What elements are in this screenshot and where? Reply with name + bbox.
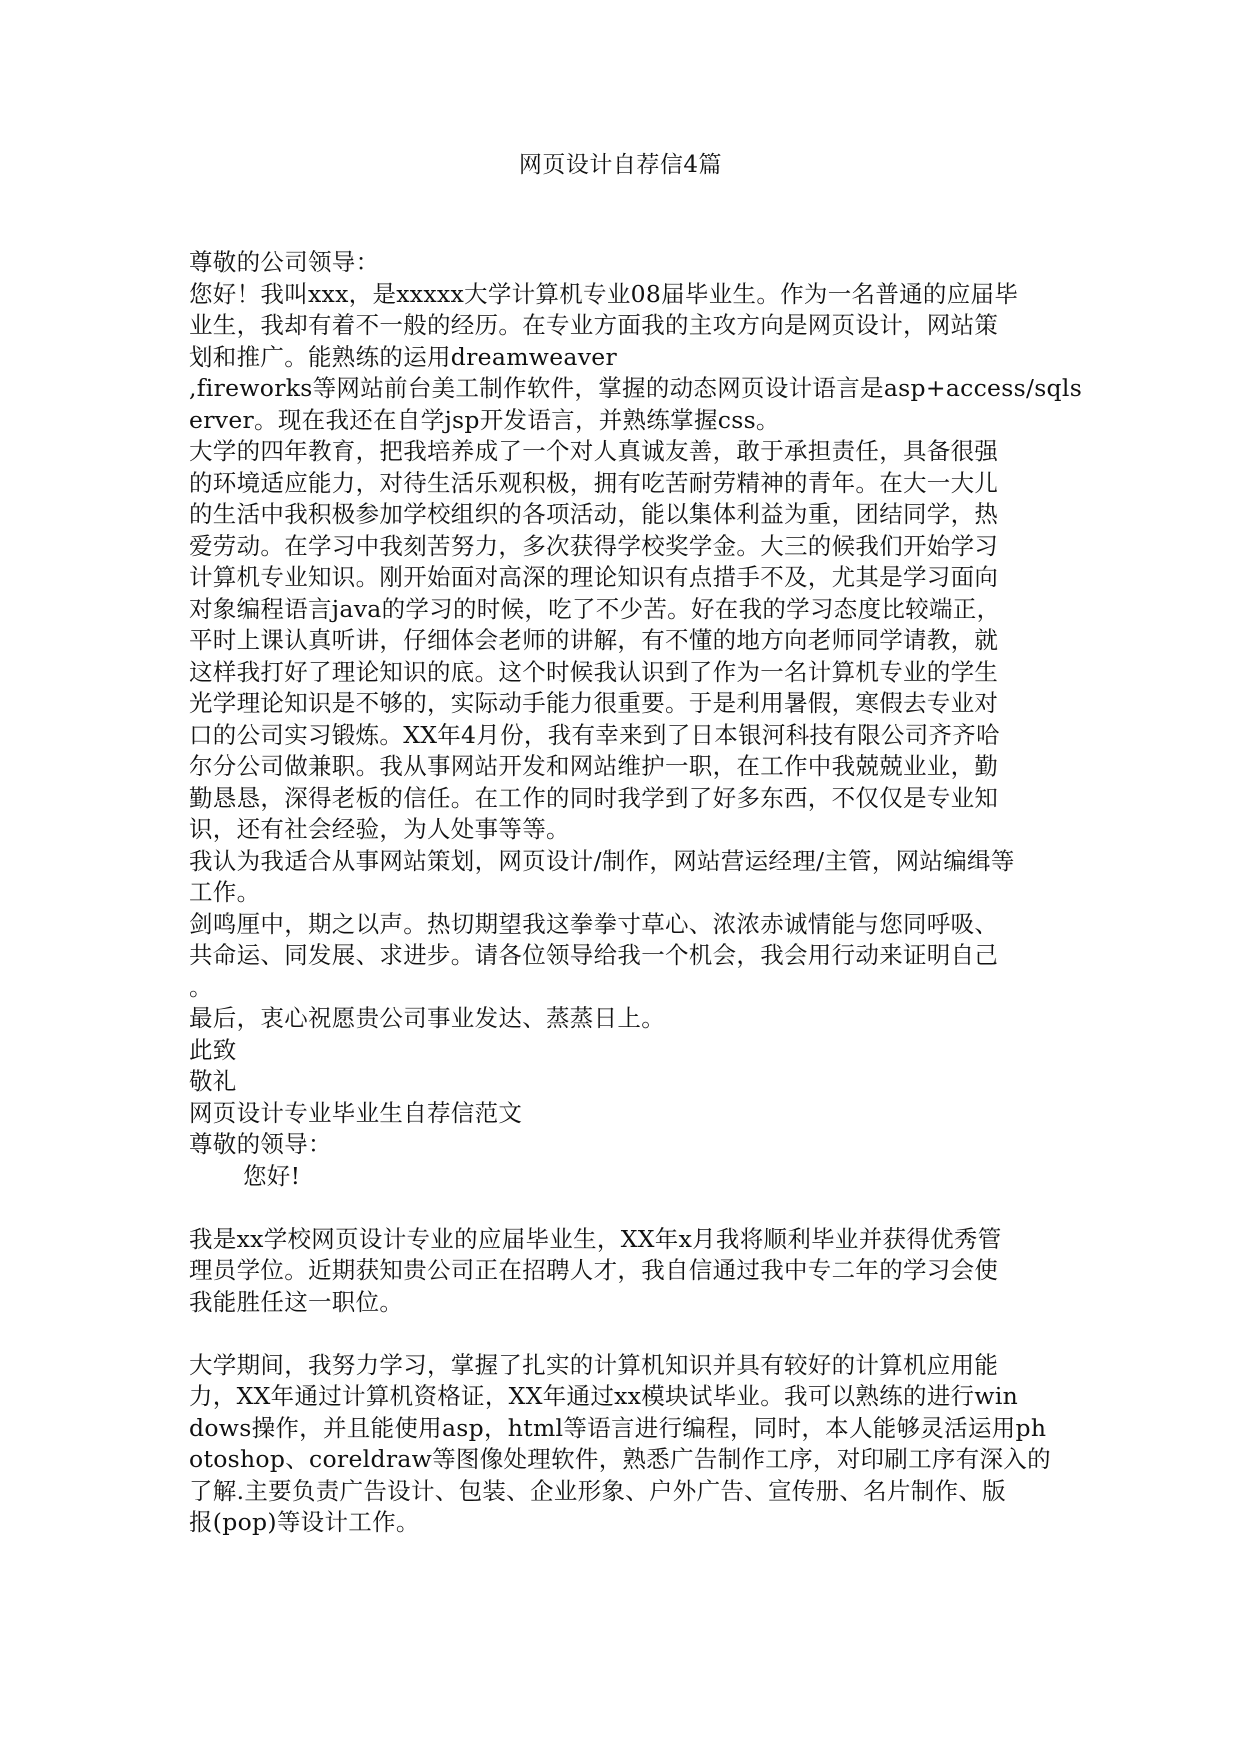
paragraph-line: 共命运、同发展、求进步。请各位领导给我一个机会，我会用行动来证明自己	[189, 941, 999, 969]
paragraph-line: 计算机专业知识。刚开始面对高深的理论知识有点措手不及，尤其是学习面向	[189, 563, 999, 591]
paragraph-line: 这样我打好了理论知识的底。这个时候我认识到了作为一名计算机专业的学生	[189, 657, 999, 686]
paragraph-line: 您好!	[243, 1161, 301, 1190]
paragraph-line: 工作。	[189, 878, 261, 906]
paragraph-line: 大学的四年教育，把我培养成了一个对人真诚友善，敢于承担责任，具备很强	[189, 437, 999, 465]
paragraph-line: 光学理论知识是不够的，实际动手能力很重要。于是利用暑假，寒假去专业对	[189, 689, 999, 717]
paragraph-line: 了解.主要负责广告设计、包装、企业形象、户外广告、宣传册、名片制作、版	[189, 1476, 1006, 1505]
paragraph-gap	[189, 1318, 1061, 1350]
paragraph-line: 尊敬的公司领导：	[189, 248, 380, 276]
paragraph-line: 口的公司实习锻炼。XX年4月份，我有幸来到了日本银河科技有限公司齐齐哈	[189, 720, 1000, 749]
paragraph-gap	[189, 1192, 1061, 1224]
paragraph-line: 识，还有社会经验，为人处事等等。	[189, 815, 570, 843]
paragraph-line: 的生活中我积极参加学校组织的各项活动，能以集体利益为重，团结同学，热	[189, 500, 999, 528]
paragraph-line: 我能胜任这一职位。	[189, 1287, 404, 1316]
paragraph-line: 对象编程语言java的学习的时候，吃了不少苦。好在我的学习态度比较端正，	[189, 594, 1001, 623]
document-body	[189, 247, 1083, 1539]
paragraph-line: 尊敬的领导：	[189, 1130, 332, 1158]
paragraph-line: 划和推广。能熟练的运用dreamweaver	[189, 342, 618, 371]
paragraph-line: 。	[189, 972, 213, 1001]
paragraph-line: 敬礼	[189, 1067, 237, 1095]
paragraph-line: 业生，我却有着不一般的经历。在专业方面我的主攻方向是网页设计，网站策	[189, 311, 999, 339]
paragraph-line: 力，XX年通过计算机资格证，XX年通过xx模块试毕业。我可以熟练的进行win	[189, 1382, 1019, 1410]
paragraph-line: otoshop、coreldraw等图像处理软件，熟悉广告制作工序，对印刷工序有深入的	[189, 1445, 1051, 1473]
paragraph-line: 的环境适应能力，对待生活乐观积极，拥有吃苦耐劳精神的青年。在大一大儿	[189, 468, 999, 497]
paragraph-line: 平时上课认真听讲，仔细体会老师的讲解，有不懂的地方向老师同学请教，就	[189, 626, 999, 654]
paragraph-line: 尔分公司做兼职。我从事网站开发和网站维护一职，在工作中我兢兢业业，勤	[189, 752, 999, 780]
paragraph-line: 最后，衷心祝愿贵公司事业发达、蒸蒸日上。	[189, 1004, 665, 1032]
paragraph-line: 大学期间，我努力学习，掌握了扎实的计算机知识并具有较好的计算机应用能	[189, 1350, 999, 1379]
document-title: 网页设计自荐信4篇	[518, 152, 723, 178]
paragraph-line: 我是xx学校网页设计专业的应届毕业生，XX年x月我将顺利毕业并获得优秀管	[189, 1224, 1002, 1253]
paragraph-line: 网页设计专业毕业生自荐信范文	[189, 1098, 523, 1127]
paragraph-line: 勤恳恳，深得老板的信任。在工作的同时我学到了好多东西，不仅仅是专业知	[189, 783, 999, 812]
paragraph-line: 此致	[189, 1035, 237, 1064]
paragraph-line: ,fireworks等网站前台美工制作软件，掌握的动态网页设计语言是asp+access/sqls	[189, 374, 1083, 402]
paragraph-line: 剑鸣厘中，期之以声。热切期望我这拳拳寸草心、浓浓赤诚情能与您同呼吸、	[189, 909, 999, 938]
paragraph-line: 爱劳动。在学习中我刻苦努力，多次获得学校奖学金。大三的候我们开始学习	[189, 531, 999, 560]
paragraph-line: erver。现在我还在自学jsp开发语言，并熟练掌握css。	[189, 405, 780, 434]
paragraph-line: 报(pop)等设计工作。	[189, 1508, 420, 1536]
paragraph-line: 您好！我叫xxx，是xxxxx大学计算机专业08届毕业生。作为一名普通的应届毕	[189, 279, 1019, 308]
paragraph-line: 理员学位。近期获知贵公司正在招聘人才，我自信通过我中专二年的学习会使	[189, 1256, 999, 1284]
paragraph-line: 我认为我适合从事网站策划，网页设计/制作，网站营运经理/主管，网站编缉等	[189, 846, 1015, 875]
paragraph-line: dows操作，并且能使用asp，html等语言进行编程，同时，本人能够灵活运用ph	[189, 1413, 1047, 1442]
